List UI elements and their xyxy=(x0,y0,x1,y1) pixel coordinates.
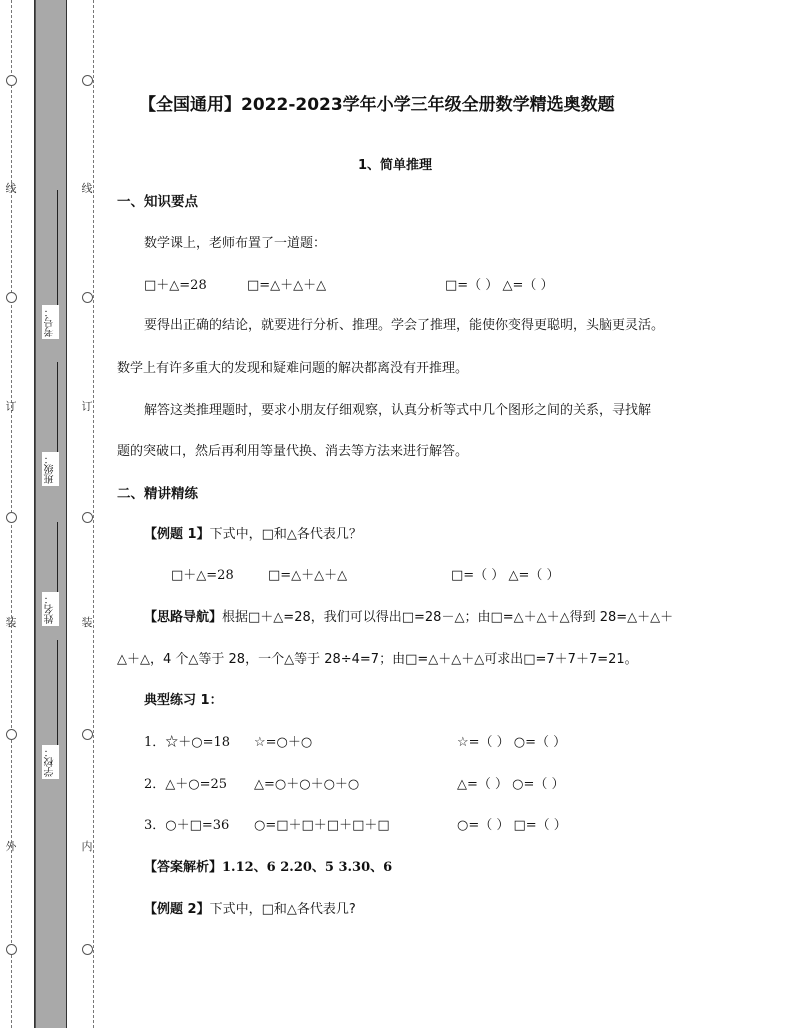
practice-blanks: △=（ ） ○=（ ） xyxy=(457,777,565,792)
analysis-line: △＋△，4 个△等于 28，一个△等于 28÷4=7；由□=△＋△＋△可求出□=7＋7＋7=21。 xyxy=(117,652,638,667)
practice-relation: ○=□＋□＋□＋□＋□ xyxy=(254,818,390,833)
example-1-text: 下式中，□和△各代表几？ xyxy=(209,527,362,542)
paragraph-line: 数学上有许多重大的发现和疑难问题的解决都离没有开推理。 xyxy=(117,361,469,376)
equation-1: □＋△=28 xyxy=(171,568,234,583)
margin-char-xian-inner: 线 xyxy=(81,182,93,195)
margin-char-zhuang-outer: 装 xyxy=(5,616,17,629)
answer-line xyxy=(144,860,392,876)
strip-border-right xyxy=(66,0,67,1028)
punch-hole xyxy=(6,75,17,86)
name-label: 姓名： xyxy=(42,592,59,626)
practice-equation: 2．△＋○=25 xyxy=(144,777,228,792)
practice-relation: △=○＋○＋○＋○ xyxy=(254,777,360,792)
punch-hole xyxy=(6,292,17,303)
example-2-label: 【例题 2】 xyxy=(144,902,210,917)
practice-blanks: ○=（ ） □=（ ） xyxy=(457,818,567,833)
punch-hole xyxy=(6,944,17,955)
equation-2: □=△＋△＋△ xyxy=(268,568,348,583)
paragraph-line: 解答这类推理题时，要求小朋友仔细观察，认真分析等式中几个图形之间的关系，寻找解 xyxy=(144,403,652,418)
answer-label: 【答案解析】 xyxy=(144,860,223,875)
analysis-line xyxy=(144,610,673,626)
document-title: 【全国通用】2022-2023学年小学三年级全册数学精选奥数题 xyxy=(139,95,615,115)
example-2-text: 下式中，□和△各代表几? xyxy=(209,902,356,917)
school-field[interactable] xyxy=(41,640,59,779)
analysis-text: 根据□＋△=28，我们可以得出□=28－△；由□=△＋△＋△得到 28=△＋△＋ xyxy=(222,610,674,625)
punch-hole xyxy=(82,292,93,303)
practice-relation: ☆=○＋○ xyxy=(254,735,313,750)
paragraph-line: 题的突破口，然后再利用等量代换、消去等方法来进行解答。 xyxy=(117,444,469,459)
margin-char-ding-outer: 订 xyxy=(5,400,17,413)
practice-title: 典型练习 1： xyxy=(144,693,223,708)
exam-number-label: 考号： xyxy=(42,305,59,339)
margin-char-ding-inner: 订 xyxy=(81,400,93,413)
answer-text: 1.12、6 2.20、5 3.30、6 xyxy=(222,860,393,875)
answer-blanks: □=（ ） △=（ ） xyxy=(451,568,560,583)
equation-1: □＋△=28 xyxy=(144,278,207,293)
class-field[interactable] xyxy=(41,362,59,486)
practice-equation: 1．☆＋○=18 xyxy=(144,735,231,750)
example-2 xyxy=(144,902,356,918)
exam-number-field[interactable] xyxy=(41,190,59,339)
example-1-label: 【例题 1】 xyxy=(144,527,210,542)
practice-equation: 3．○＋□=36 xyxy=(144,818,230,833)
example-1 xyxy=(144,527,362,543)
paragraph-line: 要得出正确的结论，就要进行分析、推理。学会了推理，能使你变得更聪明，头脑更灵活。 xyxy=(144,318,665,333)
punch-hole xyxy=(82,512,93,523)
name-field[interactable] xyxy=(41,522,59,626)
practice-blanks: ☆=（ ） ○=（ ） xyxy=(457,735,567,750)
punch-hole xyxy=(82,729,93,740)
answer-blanks: □=（ ） △=（ ） xyxy=(445,278,554,293)
punch-hole xyxy=(82,75,93,86)
punch-hole xyxy=(6,729,17,740)
equation-2: □=△＋△＋△ xyxy=(247,278,327,293)
class-label: 班级： xyxy=(42,452,59,486)
heading-practice: 二、精讲精练 xyxy=(117,486,198,502)
margin-char-xian-outer: 线 xyxy=(5,182,17,195)
intro-text: 数学课上，老师布置了一道题： xyxy=(144,236,327,251)
section-title: 1、简单推理 xyxy=(358,158,433,173)
punch-hole xyxy=(82,944,93,955)
margin-char-nei: 内 xyxy=(81,840,93,853)
heading-key-points: 一、知识要点 xyxy=(117,194,198,210)
inner-cut-line xyxy=(93,0,94,1028)
school-label: 学校： xyxy=(42,745,59,779)
analysis-label: 【思路导航】 xyxy=(144,610,223,625)
margin-char-zhuang-inner: 装 xyxy=(81,616,93,629)
punch-hole xyxy=(6,512,17,523)
margin-char-wai: 外 xyxy=(5,840,17,853)
gray-binding-strip xyxy=(35,0,67,1028)
